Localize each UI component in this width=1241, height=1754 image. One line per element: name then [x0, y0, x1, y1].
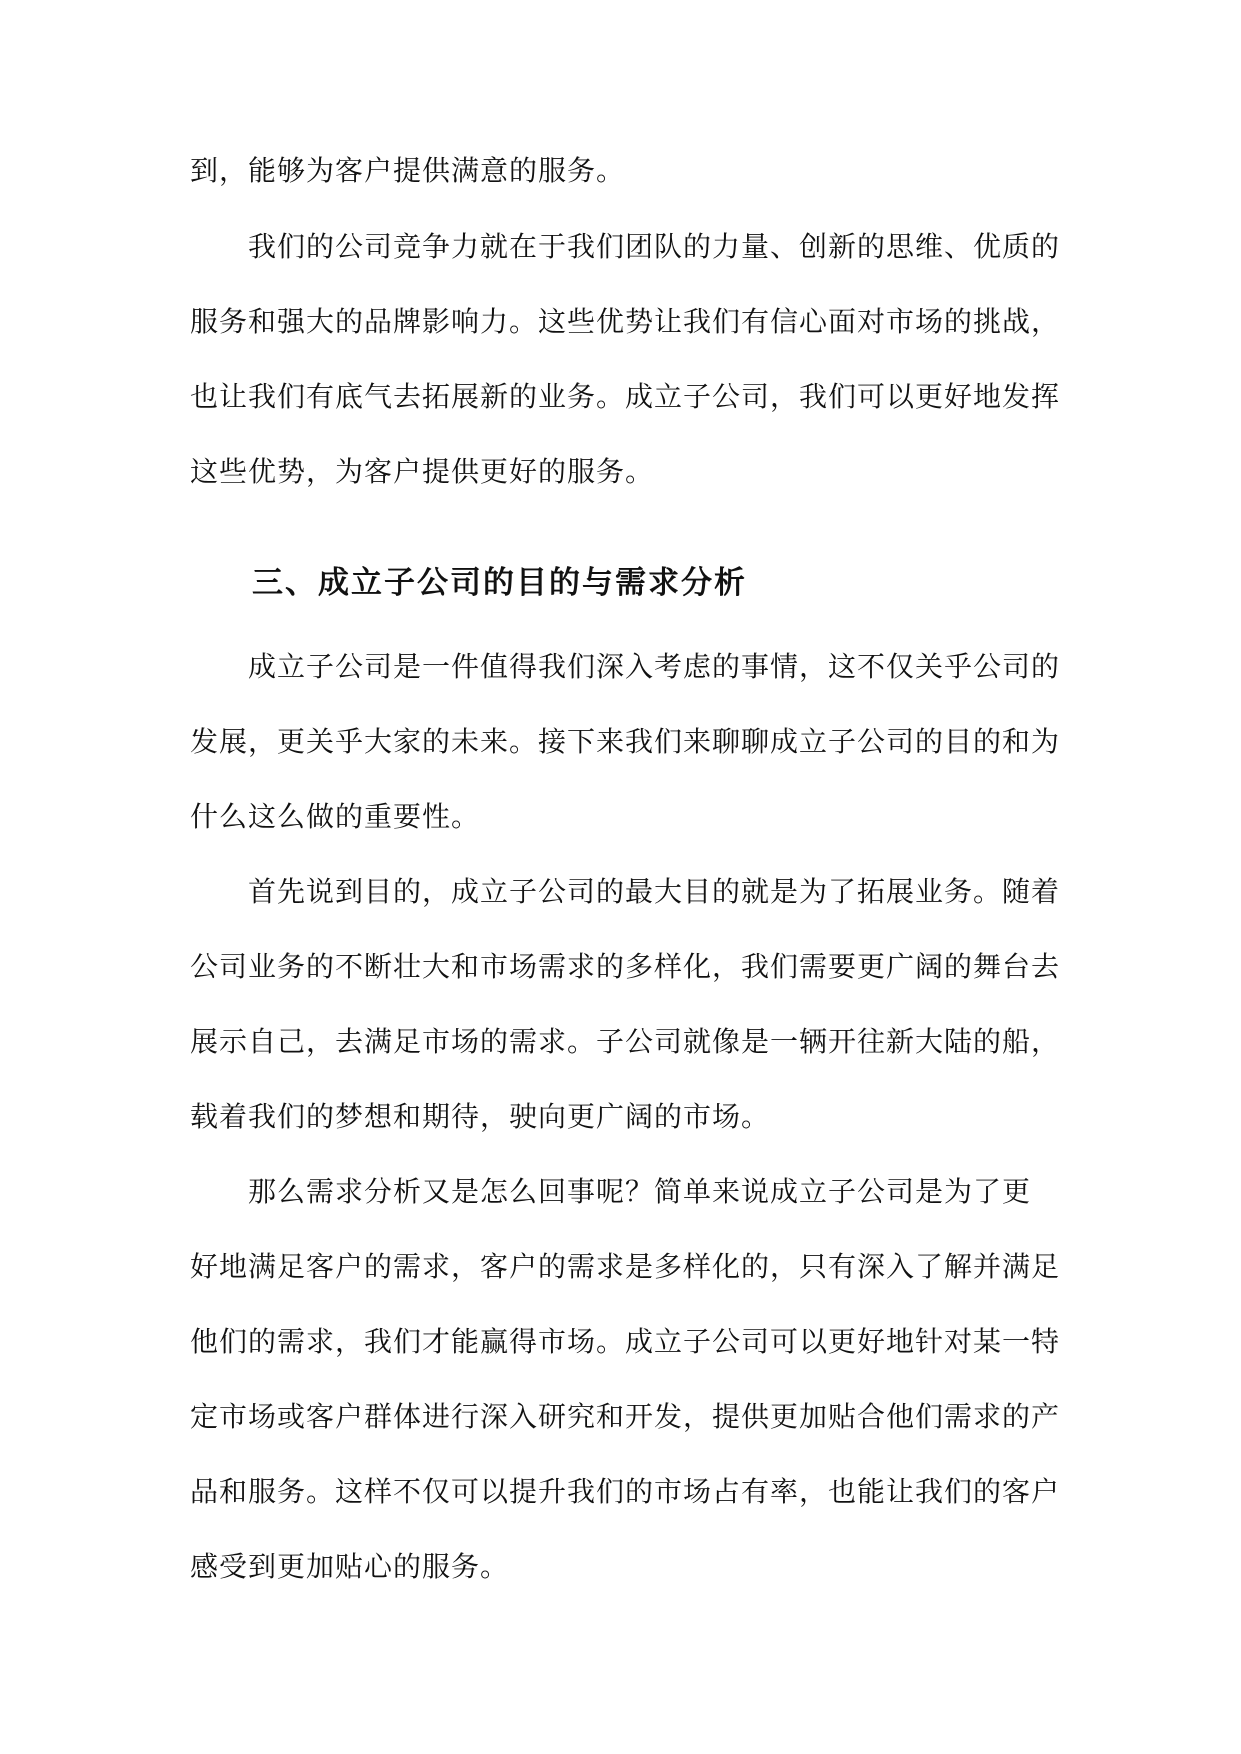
paragraph-line: 什么这么做的重要性。	[190, 800, 481, 833]
paragraph-line: 公司业务的不断壮大和市场需求的多样化，我们需要更广阔的舞台去	[190, 950, 1061, 983]
paragraph-line: 首先说到目的，成立子公司的最大目的就是为了拓展业务。随着	[248, 875, 1061, 908]
paragraph-line: 这些优势，为客户提供更好的服务。	[190, 455, 655, 488]
paragraph-line: 发展，更关乎大家的未来。接下来我们来聊聊成立子公司的目的和为	[190, 725, 1061, 758]
paragraph-line: 品和服务。这样不仅可以提升我们的市场占有率，也能让我们的客户	[190, 1475, 1061, 1508]
paragraph-line: 他们的需求，我们才能赢得市场。成立子公司可以更好地针对某一特	[190, 1325, 1061, 1358]
paragraph-line: 服务和强大的品牌影响力。这些优势让我们有信心面对市场的挑战，	[190, 305, 1061, 338]
paragraph-line: 定市场或客户群体进行深入研究和开发，提供更加贴合他们需求的产	[190, 1400, 1061, 1433]
paragraph-line: 到，能够为客户提供满意的服务。	[190, 154, 626, 187]
paragraph-line: 好地满足客户的需求，客户的需求是多样化的，只有深入了解并满足	[190, 1250, 1061, 1283]
paragraph-line: 感受到更加贴心的服务。	[190, 1550, 510, 1583]
paragraph-line: 那么需求分析又是怎么回事呢？简单来说成立子公司是为了更	[248, 1175, 1032, 1208]
paragraph-line: 载着我们的梦想和期待，驶向更广阔的市场。	[190, 1100, 771, 1133]
paragraph-line: 成立子公司是一件值得我们深入考虑的事情，这不仅关乎公司的	[248, 650, 1061, 683]
section-heading: 三、成立子公司的目的与需求分析	[252, 565, 747, 601]
paragraph-line: 展示自己，去满足市场的需求。子公司就像是一辆开往新大陆的船，	[190, 1025, 1061, 1058]
paragraph-line: 我们的公司竞争力就在于我们团队的力量、创新的思维、优质的	[248, 230, 1061, 263]
paragraph-line: 也让我们有底气去拓展新的业务。成立子公司，我们可以更好地发挥	[190, 380, 1061, 413]
